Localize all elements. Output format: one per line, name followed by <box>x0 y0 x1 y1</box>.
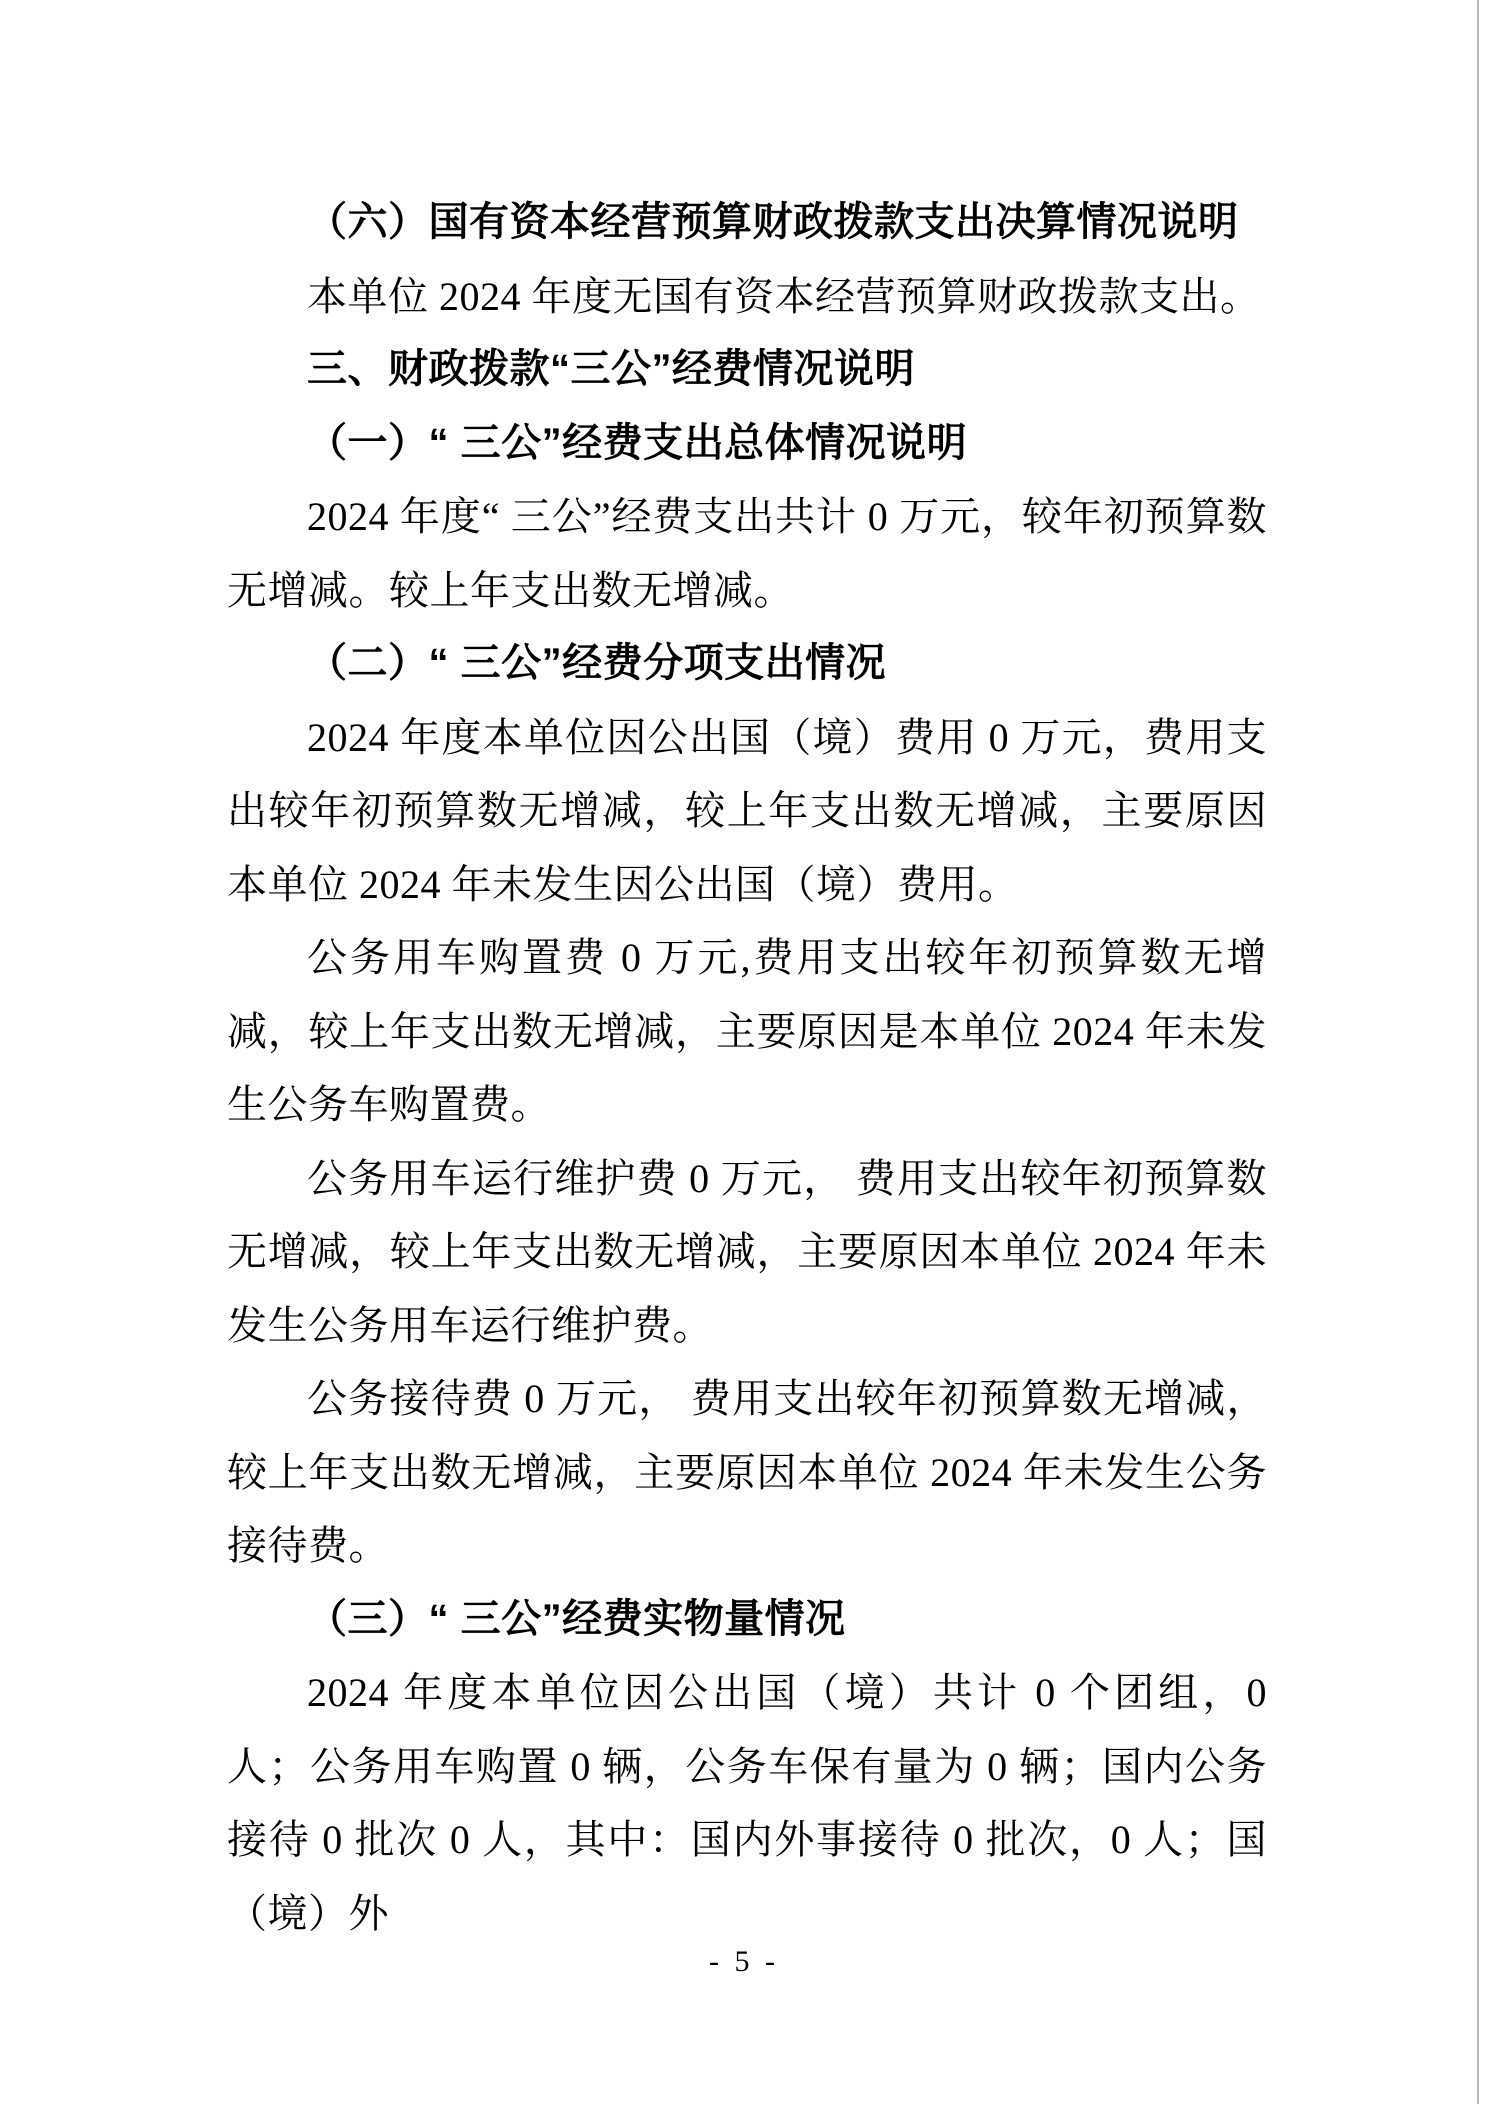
paragraph-no-state-capital-expense: 本单位 2024 年度无国有资本经营预算财政拨款支出。 <box>307 273 1261 319</box>
page-number: - 5 - <box>709 1945 779 1978</box>
document-body <box>227 186 1267 1950</box>
section-heading-physical-quantity: （三）“ 三公”经费实物量情况 <box>307 1596 846 1641</box>
paragraph-overseas-travel-expense: 2024 年度本单位因公出国（境）费用 0 万元，费用支出较年初预算数无增减，较上年支出数无增减，主要原因本单位 2024 年未发生因公出国（境）费用。 <box>227 714 1267 907</box>
paragraph-overall-expense: 2024 年度“ 三公”经费支出共计 0 万元，较年初预算数无增减。较上年支出数无增减。 <box>227 494 1267 613</box>
section-heading-three-public-funds: 三、财政拨款“三公”经费情况说明 <box>307 347 915 391</box>
section-heading-overall-situation: （一）“ 三公”经费支出总体情况说明 <box>307 420 968 465</box>
section-heading-itemized-expense: （二）“ 三公”经费分项支出情况 <box>307 641 887 685</box>
paragraph-vehicle-purchase-expense: 公务用车购置费 0 万元,费用支出较年初预算数无增减，较上年支出数无增减，主要原因是本单位 2024 年未发生公务车购置费。 <box>227 935 1267 1127</box>
paragraph-physical-quantity-detail: 2024 年度本单位因公出国（境）共计 0 个团组，0 人；公务用车购置 0 辆，公务车保有量为 0 辆；国内公务接待 0 批次 0 人，其中：国内外事接待 0 批次，0 人；国（境）外 <box>227 1670 1267 1936</box>
section-heading-state-capital-budget: （六）国有资本经营预算财政拨款支出决算情况说明 <box>307 200 1239 244</box>
page-edge-divider <box>1477 0 1479 2104</box>
paragraph-official-reception-expense: 公务接待费 0 万元， 费用支出较年初预算数无增减，较上年支出数无增减，主要原因本单位 2024 年未发生公务接待费。 <box>227 1376 1267 1568</box>
paragraph-vehicle-maintenance-expense: 公务用车运行维护费 0 万元， 费用支出较年初预算数无增减，较上年支出数无增减，主要原因本单位 2024 年未发生公务用车运行维护费。 <box>227 1155 1267 1348</box>
